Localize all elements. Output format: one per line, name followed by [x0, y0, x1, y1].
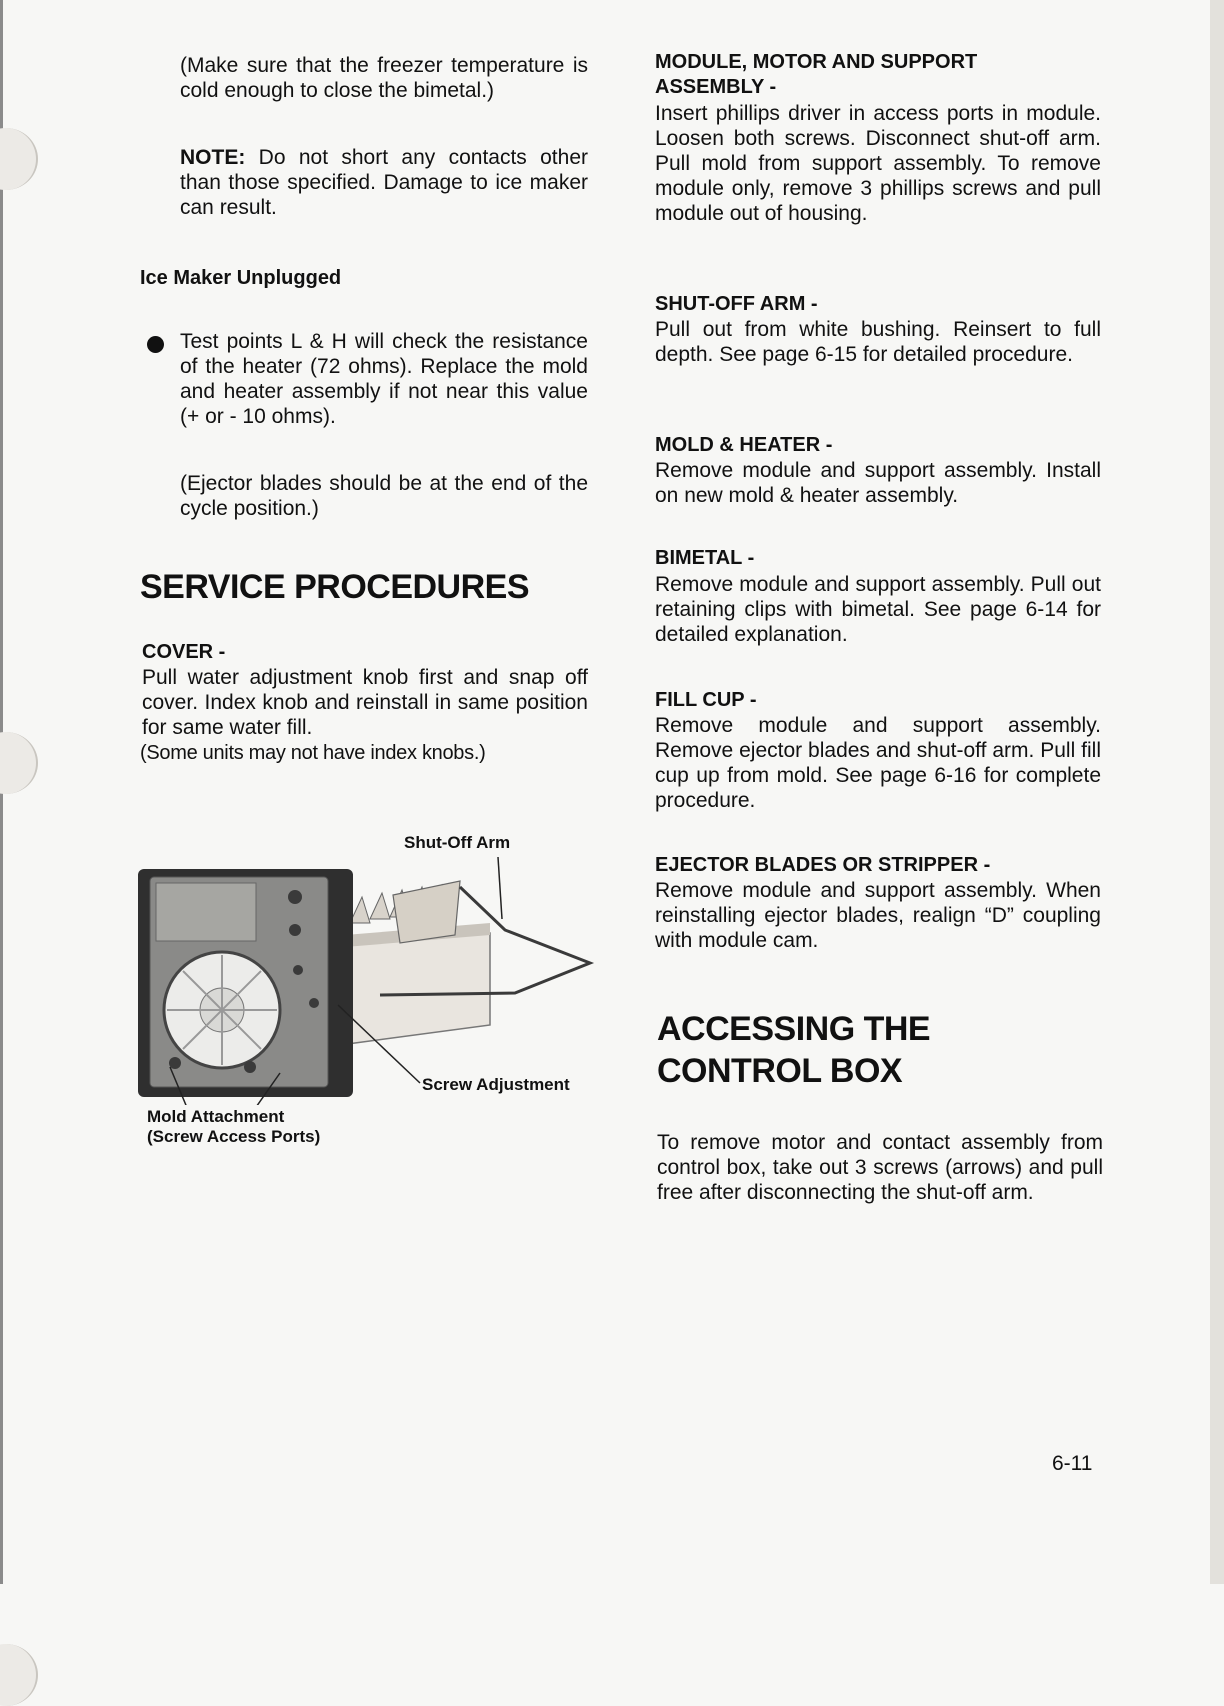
ice-maker-unplugged-heading: Ice Maker Unplugged [140, 267, 342, 289]
shut-off-arm-text: Pull out from white bushing. Reinsert to full depth. See page 6-15 for detailed procedure. [655, 318, 1101, 366]
shut-off-arm-label: Shut-Off Arm [404, 833, 511, 852]
note-label: NOTE: [180, 146, 246, 169]
binder-hole-middle [0, 732, 38, 794]
screw-adjustment-label: Screw Adjustment [422, 1075, 570, 1094]
mold-heater-heading: MOLD & HEATER - [655, 434, 833, 456]
bullet-dot [147, 336, 164, 353]
screw-access-ports-label: (Screw Access Ports) [147, 1127, 321, 1146]
fill-cup [393, 881, 460, 943]
ice-maker-illustration [130, 835, 600, 1105]
ejector-blades-text: Remove module and support assembly. When reinstalling ejector blades, realign “D” coupling with module cam. [655, 879, 1101, 952]
module-motor-support-text: Insert phillips driver in access ports in module. Loosen both screws. Disconnect shut-off arm. Pull mold from support assembly. To remove module only, remove 3 phillips screws and pull module out of housing. [655, 102, 1101, 225]
note-paragraph [180, 145, 588, 220]
bimetal-temperature-note: (Make sure that the freezer temperature is cold enough to close the bimetal.) [180, 54, 588, 102]
shut-off-arm-heading: SHUT-OFF ARM - [655, 293, 818, 315]
module-label-plate [156, 883, 256, 941]
fill-cup-text: Remove module and support assembly. Remove ejector blades and shut-off arm. Pull fill cup up from mold. See page 6-16 for complete procedure. [655, 714, 1101, 812]
binder-hole-top [0, 128, 38, 190]
mold-tray [330, 933, 490, 1045]
mold-heater-text: Remove module and support assembly. Install on new mold & heater assembly. [655, 459, 1101, 507]
ejector-blades-heading: EJECTOR BLADES OR STRIPPER - [655, 854, 991, 876]
service-procedures-heading: SERVICE PROCEDURES [140, 568, 530, 606]
test-points-text: Test points L & H will check the resistance of the heater (72 ohms). Replace the mold and heater assembly if not near this value (+ or - 10 ohms). [180, 330, 588, 428]
cover-text: Pull water adjustment knob first and snap off cover. Index knob and reinstall in same position for same water fill. [142, 666, 588, 739]
binder-hole-bottom [0, 1644, 38, 1706]
bimetal-text: Remove module and support assembly. Pull out retaining clips with bimetal. See page 6-14 for detailed explanation. [655, 573, 1101, 646]
accessing-heading-line-1: ACCESSING THE [657, 1010, 931, 1048]
note-text: Do not short any contacts other than those specified. Damage to ice maker can result. [180, 146, 588, 219]
module-motor-support-heading: MODULE, MOTOR AND SUPPORT ASSEMBLY - [655, 51, 978, 98]
mold-attachment-label: Mold Attachment [147, 1107, 285, 1126]
accessing-heading-line-2: CONTROL BOX [657, 1052, 903, 1090]
bimetal-heading: BIMETAL - [655, 547, 755, 569]
page-right-edge [1210, 0, 1224, 1584]
fill-cup-heading: FILL CUP - [655, 689, 757, 711]
cover-heading: COVER - [142, 641, 226, 663]
cover-note: (Some units may not have index knobs.) [140, 742, 486, 764]
gear-spokes [167, 955, 277, 1065]
page-number: 6-11 [1052, 1452, 1093, 1475]
accessing-control-box-text: To remove motor and contact assembly from control box, take out 3 screws (arrows) and pull free after disconnecting the shut-off arm. [657, 1131, 1103, 1204]
ejector-position-note: (Ejector blades should be at the end of the cycle position.) [180, 472, 588, 520]
